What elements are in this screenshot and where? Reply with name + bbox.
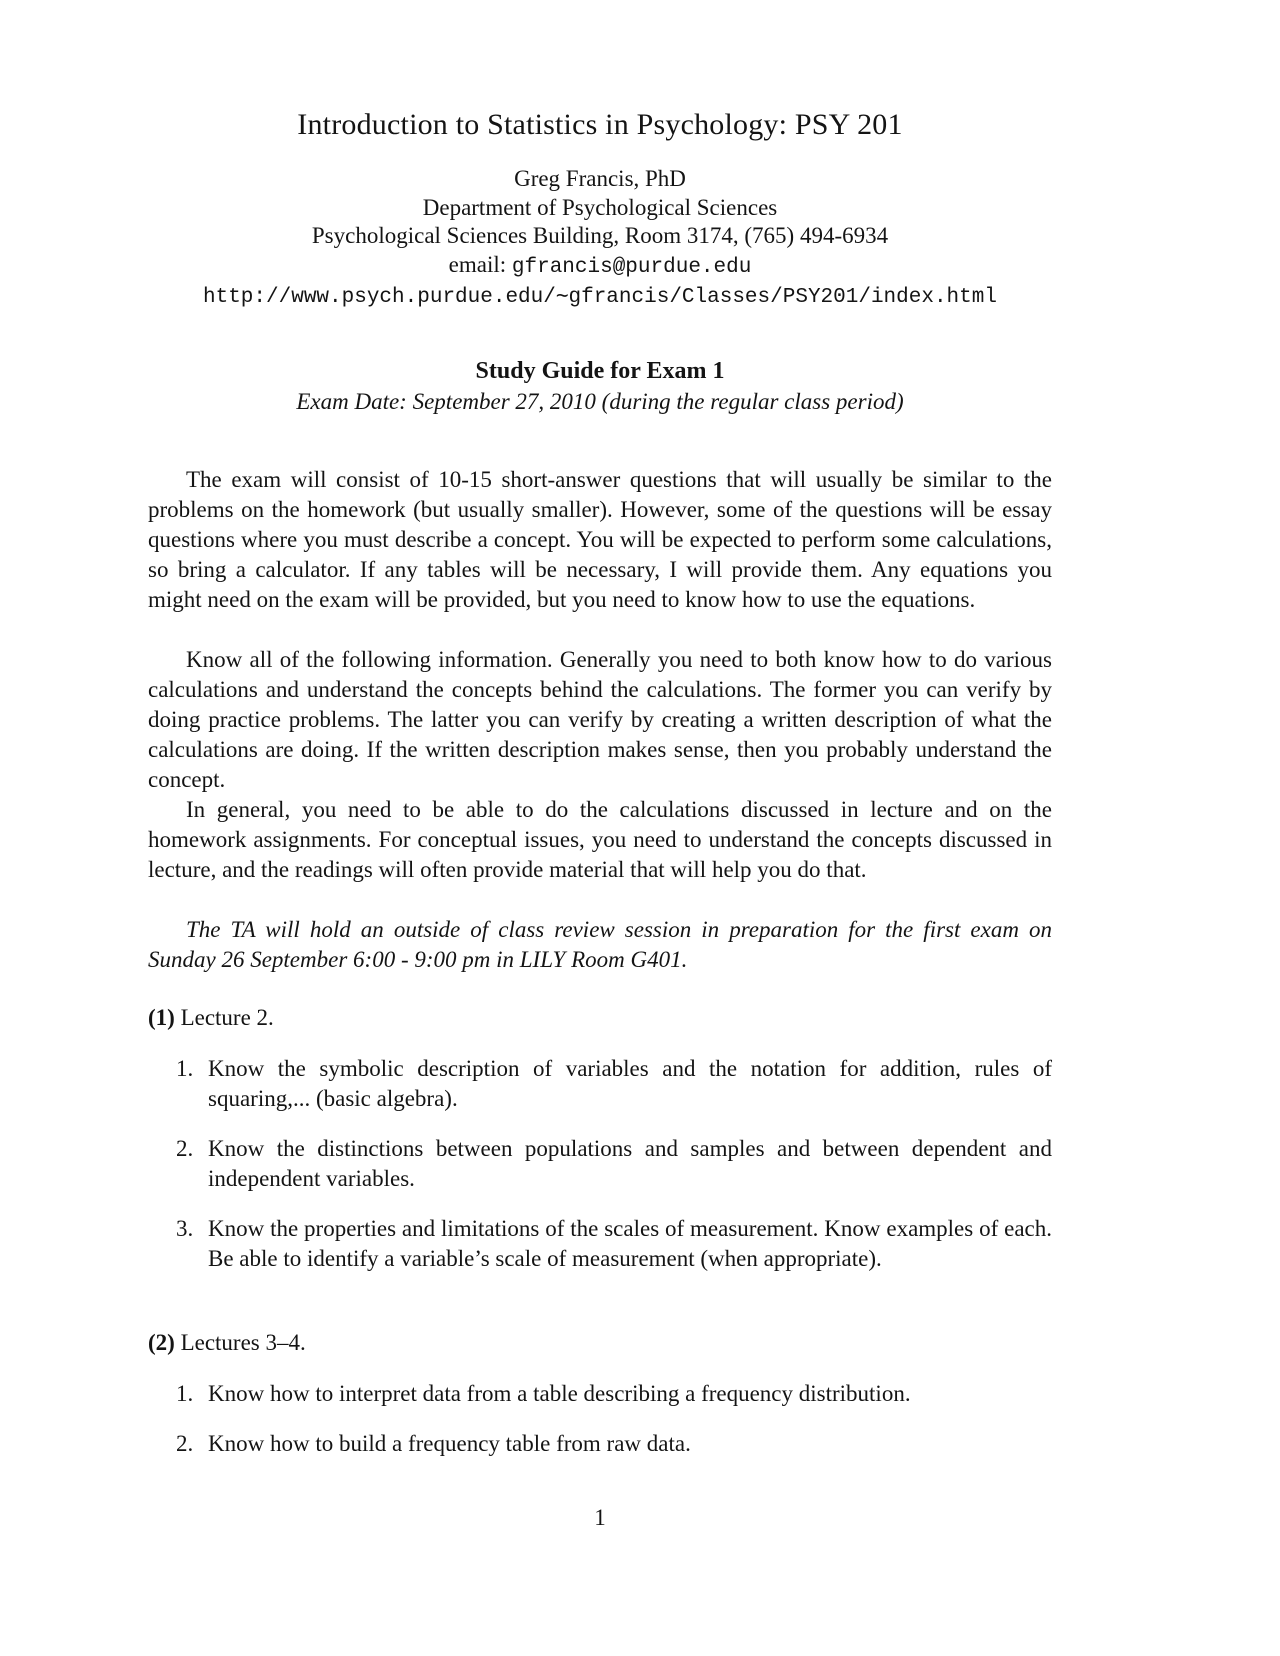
list-item-text: Know the properties and limitations of the scales of measurement. Know examples of each. Be able to identify a variable’s scale of measurement (when appropriate). <box>208 1216 1052 1271</box>
page-number: 1 <box>594 1505 606 1530</box>
list-marker: 2. <box>176 1136 194 1161</box>
list-marker: 1. <box>176 1381 194 1406</box>
paragraph-calculations: In general, you need to be able to do the calculations discussed in lecture and on the homework assignments. For conceptual issues, you need to understand the concepts discussed in lecture, and the readings will often provide material that will help you do that. <box>148 797 1052 882</box>
email-line <box>0 252 1200 279</box>
list-marker: 1. <box>176 1056 194 1081</box>
section-label: Lectures 3–4. <box>180 1330 306 1355</box>
author-name: Greg Francis, PhD <box>514 166 686 191</box>
course-url[interactable]: http://www.psych.purdue.edu/∼gfrancis/Classes/PSY201/index.html <box>203 286 997 309</box>
paragraph-exam-format: The exam will consist of 10-15 short-answer questions that will usually be similar to the problems on the homework (but usually smaller). However, some of the questions will be essay questions where you must describe a concept. You will be expected to perform some calculations, so bring a calculator. If any tables will be necessary, I will provide them. Any equations you might need on the exam will be provided, but you need to know how to use the equations. <box>148 467 1052 612</box>
course-title: Introduction to Statistics in Psychology: PSY 201 <box>297 108 903 141</box>
list-item <box>176 1214 1052 1274</box>
section-lecture-2 <box>148 1003 274 1033</box>
list-item <box>176 1429 1052 1459</box>
list-marker: 3. <box>176 1216 194 1241</box>
office-info: Psychological Sciences Building, Room 3174, (765) 494-6934 <box>311 223 889 248</box>
exam-date: Exam Date: September 27, 2010 (during the regular class period) <box>296 389 904 414</box>
list-item-text: Know the distinctions between populations and samples and between dependent and independent variables. <box>208 1136 1052 1191</box>
section-lectures-3-4 <box>148 1328 306 1358</box>
email-address[interactable]: gfrancis@purdue.edu <box>511 256 752 279</box>
section-number: (2) <box>148 1330 175 1355</box>
list-item <box>176 1054 1052 1114</box>
section-number: (1) <box>148 1005 175 1030</box>
list-marker: 2. <box>176 1431 194 1456</box>
section-label: Lecture 2. <box>180 1005 274 1030</box>
study-guide-title: Study Guide for Exam 1 <box>475 358 725 384</box>
list-item <box>176 1379 1052 1409</box>
paragraph-know-information: Know all of the following information. Generally you need to both know how to do various calculations and understand the concepts behind the calculations. The former you can verify by doing practice problems. The latter you can verify by creating a written description of what the calculations are doing. If the written description makes sense, then you probably understand the concept. <box>148 647 1052 792</box>
list-item <box>176 1134 1052 1194</box>
list-item-text: Know how to build a frequency table from raw data. <box>208 1431 691 1456</box>
list-item-text: Know how to interpret data from a table describing a frequency distribution. <box>208 1381 911 1406</box>
list-item-text: Know the symbolic description of variables and the notation for addition, rules of squaring,... (basic algebra). <box>208 1056 1052 1111</box>
department: Department of Psychological Sciences <box>422 195 778 220</box>
email-label: email: <box>448 252 507 277</box>
paragraph-review-session: The TA will hold an outside of class review session in preparation for the first exam on Sunday 26 September 6:00 - 9:00 pm in LILY Room G401. <box>148 917 1052 972</box>
